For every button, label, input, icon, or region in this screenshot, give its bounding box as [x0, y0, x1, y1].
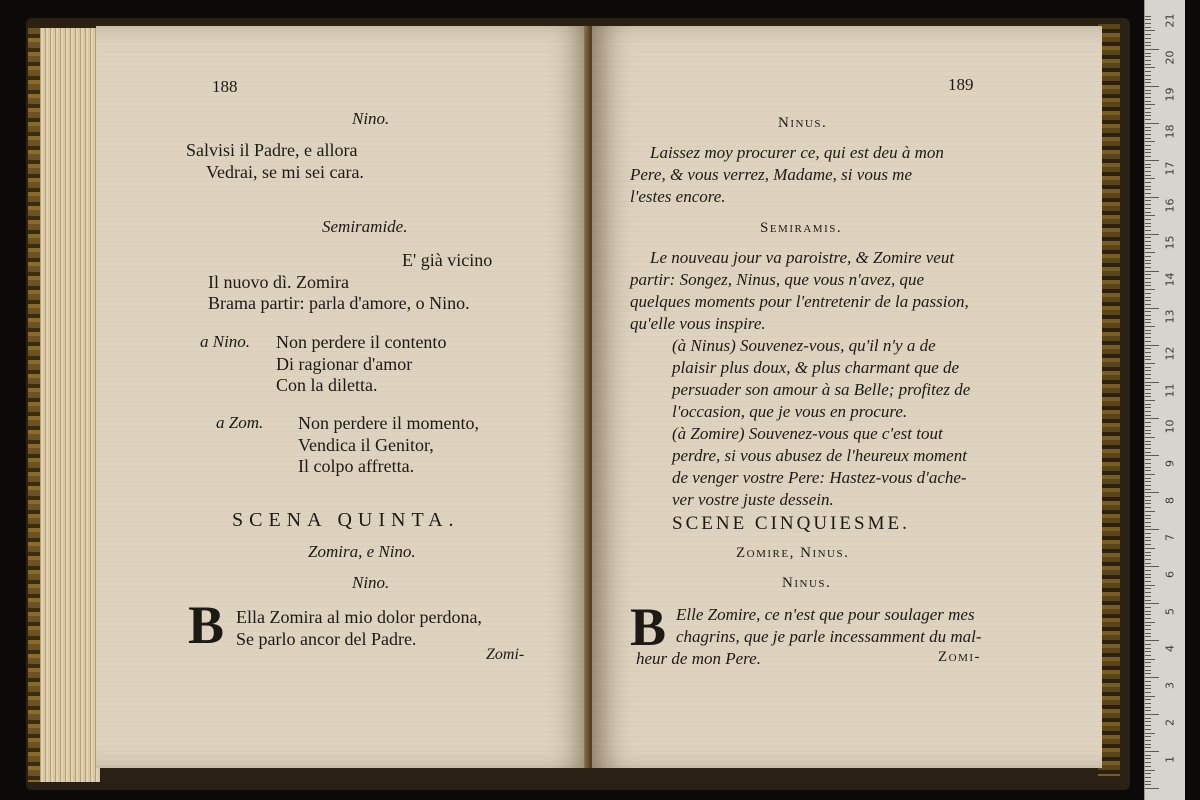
ruler-tick [1145, 271, 1159, 272]
scene-title: SCENE CINQUIESME. [672, 513, 910, 534]
ruler-tick [1145, 762, 1151, 763]
ruler-number: 12 [1163, 346, 1177, 361]
verse-line: Vendica il Genitor, [298, 435, 434, 455]
prose-line: (à Zomire) Souvenez-vous que c'est tout [672, 424, 943, 443]
verse-line: Se parlo ancor del Padre. [236, 629, 417, 649]
ruler-tick [1145, 659, 1155, 660]
ruler-number: 11 [1163, 383, 1177, 398]
ruler-tick [1145, 112, 1151, 113]
ruler-tick [1145, 400, 1155, 401]
ruler-tick [1145, 322, 1151, 323]
ruler-tick [1145, 448, 1151, 449]
ruler-tick [1145, 16, 1151, 17]
ruler-tick [1145, 733, 1155, 734]
ruler-number: 8 [1163, 497, 1177, 505]
ruler-number: 17 [1163, 161, 1177, 176]
ruler-tick [1145, 740, 1151, 741]
ruler-tick [1145, 175, 1151, 176]
ruler-tick [1145, 677, 1159, 678]
ruler-number: 19 [1163, 87, 1177, 102]
prose-line: l'estes encore. [630, 187, 726, 206]
ruler-tick [1145, 503, 1151, 504]
verse-line: Brama partir: parla d'amore, o Nino. [208, 293, 470, 313]
ruler-tick [1145, 614, 1151, 615]
ruler-tick [1145, 540, 1151, 541]
ruler-number: 6 [1163, 571, 1177, 579]
ruler-tick [1145, 526, 1151, 527]
ruler-tick [1145, 662, 1151, 663]
ruler-tick [1145, 171, 1151, 172]
ruler-tick [1145, 577, 1151, 578]
ruler-tick [1145, 60, 1151, 61]
ruler-tick [1145, 219, 1151, 220]
speaker-name: Ninus. [782, 575, 832, 591]
ruler-tick [1145, 518, 1151, 519]
ruler-tick [1145, 685, 1151, 686]
ruler-tick [1145, 592, 1151, 593]
ruler-tick [1145, 245, 1151, 246]
prose-line: Laissez moy procurer ce, qui est deu à mon [650, 143, 944, 162]
ruler-tick [1145, 633, 1151, 634]
ruler-tick [1145, 585, 1155, 586]
prose-line: plaisir plus doux, & plus charmant que de [672, 358, 960, 377]
ruler-tick [1145, 496, 1151, 497]
ruler-tick [1145, 588, 1151, 589]
ruler-tick [1145, 237, 1151, 238]
ruler-tick [1145, 333, 1151, 334]
ruler-tick [1145, 308, 1159, 309]
ruler-tick [1145, 522, 1151, 523]
ruler-tick [1145, 758, 1151, 759]
ruler-tick [1145, 289, 1155, 290]
speaker-name: Semiramis. [760, 220, 843, 236]
ruler-tick [1145, 19, 1151, 20]
ruler-tick [1145, 418, 1159, 419]
ruler-tick [1145, 367, 1151, 368]
ruler-tick [1145, 348, 1151, 349]
ruler-tick [1145, 130, 1151, 131]
ruler-tick [1145, 79, 1151, 80]
ruler-tick [1145, 86, 1159, 87]
prose-line: perdre, si vous abusez de l'heureux moment [672, 446, 967, 465]
ruler-tick [1145, 226, 1151, 227]
verse-line: Il nuovo dì. Zomira [208, 272, 349, 292]
verse-line: Non perdere il momento, [298, 413, 479, 433]
ruler-tick [1145, 138, 1151, 139]
ruler-tick [1145, 93, 1151, 94]
ruler-tick [1145, 319, 1151, 320]
scene-title: SCENA QUINTA. [232, 509, 460, 531]
ruler-tick [1145, 315, 1151, 316]
ruler-tick [1145, 297, 1151, 298]
ruler-tick [1145, 692, 1151, 693]
ruler-tick [1145, 603, 1159, 604]
ruler-tick [1145, 101, 1151, 102]
ruler-number: 13 [1163, 309, 1177, 324]
ruler-tick [1145, 470, 1151, 471]
ruler-tick [1145, 596, 1151, 597]
ruler-tick [1145, 707, 1151, 708]
ruler-tick [1145, 696, 1155, 697]
prose-line: l'occasion, que je vous en procure. [672, 402, 908, 421]
ruler-number: 20 [1163, 50, 1177, 65]
prose-line: partir: Songez, Ninus, que vous n'avez, que [630, 270, 925, 289]
ruler-tick [1145, 492, 1159, 493]
ruler-tick [1145, 293, 1151, 294]
verse-line: Ella Zomira al mio dolor perdona, [236, 607, 482, 627]
ruler-tick [1145, 152, 1151, 153]
left-page-edges [28, 28, 100, 782]
ruler-tick [1145, 45, 1151, 46]
ruler-number: 1 [1163, 756, 1177, 764]
verse-line: Con la diletta. [276, 375, 378, 395]
ruler-tick [1145, 426, 1151, 427]
ruler-tick [1145, 555, 1151, 556]
ruler-tick [1145, 278, 1151, 279]
ruler-tick [1145, 574, 1151, 575]
scene-characters: Zomire, Ninus. [736, 545, 850, 561]
verse-line: Il colpo affretta. [298, 456, 415, 476]
stage-direction: a Nino. [200, 332, 251, 351]
ruler-tick [1145, 56, 1151, 57]
ruler-tick [1145, 729, 1151, 730]
ruler-tick [1145, 481, 1151, 482]
ruler-tick [1145, 42, 1151, 43]
ruler-tick [1145, 511, 1155, 512]
ruler-tick [1145, 404, 1151, 405]
ruler-tick [1145, 666, 1151, 667]
ruler-tick [1145, 570, 1151, 571]
ruler-tick [1145, 156, 1151, 157]
prose-line: quelques moments pour l'entretenir de la passion, [630, 292, 969, 311]
ruler-tick [1145, 600, 1151, 601]
ruler-tick [1145, 747, 1151, 748]
ruler-tick [1145, 141, 1155, 142]
ruler-tick [1145, 337, 1151, 338]
ruler-tick [1145, 67, 1155, 68]
ruler-tick [1145, 49, 1159, 50]
speaker-name: Ninus. [778, 115, 828, 131]
ruler-tick [1145, 104, 1155, 105]
ruler-number: 10 [1163, 419, 1177, 434]
ruler-tick [1145, 784, 1151, 785]
ruler-number: 9 [1163, 460, 1177, 468]
ruler-tick [1145, 411, 1151, 412]
ruler-tick [1145, 208, 1151, 209]
prose-line: de venger vostre Pere: Hastez-vous d'ache- [672, 468, 967, 487]
ruler-tick [1145, 71, 1151, 72]
ruler-tick [1145, 356, 1151, 357]
prose-line: qu'elle vous inspire. [630, 314, 766, 333]
ruler-tick [1145, 267, 1151, 268]
ruler-tick [1145, 34, 1151, 35]
ruler-tick [1145, 515, 1151, 516]
ruler-tick [1145, 703, 1151, 704]
ruler-number: 3 [1163, 682, 1177, 690]
speaker-name: Nino. [352, 573, 390, 592]
ruler-tick [1145, 788, 1159, 789]
prose-line: Pere, & vous verrez, Madame, si vous me [630, 165, 913, 184]
ruler-tick [1145, 559, 1151, 560]
ruler-tick [1145, 230, 1151, 231]
ruler-number: 18 [1163, 124, 1177, 139]
ruler-tick [1145, 197, 1159, 198]
prose-line: Elle Zomire, ce n'est que pour soulager mes [676, 605, 975, 624]
ruler-tick [1145, 145, 1151, 146]
ruler-tick [1145, 370, 1151, 371]
verse-line: Non perdere il contento [276, 332, 447, 352]
ruler-tick [1145, 182, 1151, 183]
ruler-tick [1145, 330, 1151, 331]
ruler-tick [1145, 382, 1159, 383]
ruler-tick [1145, 625, 1151, 626]
verse-line: Vedrai, se mi sei cara. [206, 162, 364, 182]
prose-line: Le nouveau jour va paroistre, & Zomire veut [650, 248, 955, 267]
ruler-tick [1145, 363, 1155, 364]
ruler-tick [1145, 282, 1151, 283]
ruler-tick [1145, 23, 1151, 24]
ruler-tick [1145, 430, 1151, 431]
ruler-tick [1145, 655, 1151, 656]
ruler-tick [1145, 725, 1151, 726]
ruler-tick [1145, 463, 1151, 464]
speaker-name: Semiramide. [322, 217, 408, 236]
ruler-tick [1145, 415, 1151, 416]
ruler-tick [1145, 97, 1151, 98]
ruler-tick [1145, 393, 1151, 394]
ruler-tick [1145, 345, 1159, 346]
ruler-tick [1145, 751, 1159, 752]
ruler-tick [1145, 673, 1151, 674]
ruler-number: 15 [1163, 235, 1177, 250]
page-number: 188 [212, 77, 238, 96]
ruler-tick [1145, 710, 1151, 711]
ruler-tick [1145, 721, 1151, 722]
ruler-tick [1145, 241, 1151, 242]
prose-line: (à Ninus) Souvenez-vous, qu'il n'y a de [672, 336, 936, 355]
page-number: 189 [948, 75, 974, 94]
ruler-tick [1145, 396, 1151, 397]
ruler-tick [1145, 212, 1151, 213]
ruler-tick [1145, 781, 1151, 782]
ruler-tick [1145, 644, 1151, 645]
ruler-tick [1145, 167, 1151, 168]
prose-line: ver vostre juste dessein. [672, 490, 834, 509]
ruler-tick [1145, 507, 1151, 508]
ruler-tick [1145, 714, 1159, 715]
ruler-tick [1145, 285, 1151, 286]
ruler-tick [1145, 53, 1151, 54]
ruler-tick [1145, 581, 1151, 582]
ruler-tick [1145, 607, 1151, 608]
ruler-tick [1145, 115, 1151, 116]
speaker-name: Nino. [352, 109, 390, 128]
ruler-tick [1145, 433, 1151, 434]
catchword: Zomi- [486, 646, 525, 663]
ruler-tick [1145, 670, 1151, 671]
ruler-tick [1145, 90, 1151, 91]
ruler-tick [1145, 773, 1151, 774]
ruler-tick [1145, 164, 1151, 165]
ruler-tick [1145, 467, 1151, 468]
ruler-tick [1145, 248, 1151, 249]
ruler-tick [1145, 119, 1151, 120]
ruler-tick [1145, 326, 1155, 327]
ruler-tick [1145, 485, 1151, 486]
ruler-tick [1145, 777, 1151, 778]
ruler-tick [1145, 441, 1151, 442]
prose-line: heur de mon Pere. [636, 649, 761, 668]
ruler-tick [1145, 636, 1151, 637]
ruler-tick [1145, 64, 1151, 65]
ruler-tick [1145, 160, 1159, 161]
ruler-tick [1145, 533, 1151, 534]
ruler-tick [1145, 651, 1151, 652]
ruler-tick [1145, 82, 1151, 83]
ruler-tick [1145, 718, 1151, 719]
ruler-number: 14 [1163, 272, 1177, 287]
ruler-tick [1145, 422, 1151, 423]
prose-line: persuader son amour à sa Belle; profitez de [672, 380, 971, 399]
ruler-tick [1145, 260, 1151, 261]
ruler-number: 21 [1163, 13, 1177, 28]
ruler-tick [1145, 770, 1155, 771]
ruler-tick [1145, 548, 1155, 549]
ruler-tick [1145, 234, 1159, 235]
ruler-tick [1145, 537, 1151, 538]
ruler-tick [1145, 359, 1151, 360]
ruler-tick [1145, 744, 1151, 745]
left-page [96, 26, 590, 768]
ruler-tick [1145, 178, 1155, 179]
ruler-tick [1145, 27, 1151, 28]
verse-line: E' già vicino [402, 250, 493, 270]
ruler-tick [1145, 618, 1151, 619]
ruler-tick [1145, 622, 1155, 623]
drop-cap: B [630, 597, 667, 657]
right-page [592, 26, 1102, 768]
ruler-tick [1145, 529, 1159, 530]
ruler-tick [1145, 215, 1155, 216]
ruler-tick [1145, 223, 1151, 224]
drop-cap: B [188, 595, 225, 655]
catchword: Zomi- [938, 649, 982, 665]
ruler-tick [1145, 681, 1151, 682]
ruler-tick [1145, 552, 1151, 553]
stage-direction: a Zom. [216, 413, 264, 432]
ruler-tick [1145, 489, 1151, 490]
ruler-tick [1145, 204, 1151, 205]
ruler-tick [1145, 263, 1151, 264]
ruler-tick [1145, 189, 1151, 190]
ruler-tick [1145, 474, 1155, 475]
verse-line: Di ragionar d'amor [276, 354, 413, 374]
ruler-tick [1145, 629, 1151, 630]
ruler-tick [1145, 452, 1151, 453]
ruler-tick [1145, 200, 1151, 201]
ruler-tick [1145, 149, 1151, 150]
ruler-tick [1145, 437, 1155, 438]
ruler-tick [1145, 304, 1151, 305]
ruler-tick [1145, 640, 1159, 641]
ruler-tick [1145, 500, 1151, 501]
ruler-tick [1145, 352, 1151, 353]
ruler-number: 5 [1163, 608, 1177, 616]
ruler-tick [1145, 648, 1151, 649]
ruler-tick [1145, 274, 1151, 275]
ruler-tick [1145, 134, 1151, 135]
ruler-tick [1145, 378, 1151, 379]
ruler-tick [1145, 611, 1151, 612]
prose-line: chagrins, que je parle incessamment du mal- [676, 627, 982, 646]
ruler-tick [1145, 30, 1155, 31]
measuring-ruler [1144, 0, 1185, 800]
ruler-tick [1145, 459, 1151, 460]
ruler-tick [1145, 544, 1151, 545]
verse-line: Salvisi il Padre, e allora [186, 140, 358, 160]
ruler-tick [1145, 478, 1151, 479]
ruler-tick [1145, 766, 1151, 767]
ruler-tick [1145, 563, 1151, 564]
ruler-tick [1145, 252, 1155, 253]
ruler-tick [1145, 688, 1151, 689]
ruler-tick [1145, 455, 1159, 456]
ruler-tick [1145, 127, 1151, 128]
ruler-tick [1145, 38, 1151, 39]
ruler-tick [1145, 108, 1151, 109]
ruler-tick [1145, 699, 1151, 700]
ruler-number: 4 [1163, 645, 1177, 653]
ruler-tick [1145, 256, 1151, 257]
scene-characters: Zomira, e Nino. [308, 542, 416, 561]
ruler-tick [1145, 755, 1151, 756]
ruler-tick [1145, 566, 1159, 567]
ruler-number: 2 [1163, 719, 1177, 727]
ruler-tick [1145, 389, 1151, 390]
ruler-tick [1145, 385, 1151, 386]
ruler-tick [1145, 736, 1151, 737]
ruler-tick [1145, 75, 1151, 76]
ruler-tick [1145, 186, 1151, 187]
ruler-tick [1145, 311, 1151, 312]
ruler-number: 16 [1163, 198, 1177, 213]
ruler-tick [1145, 193, 1151, 194]
ruler-tick [1145, 300, 1151, 301]
ruler-tick [1145, 407, 1151, 408]
ruler-number: 7 [1163, 534, 1177, 542]
ruler-tick [1145, 123, 1159, 124]
ruler-tick [1145, 444, 1151, 445]
ruler-tick [1145, 374, 1151, 375]
ruler-tick [1145, 341, 1151, 342]
